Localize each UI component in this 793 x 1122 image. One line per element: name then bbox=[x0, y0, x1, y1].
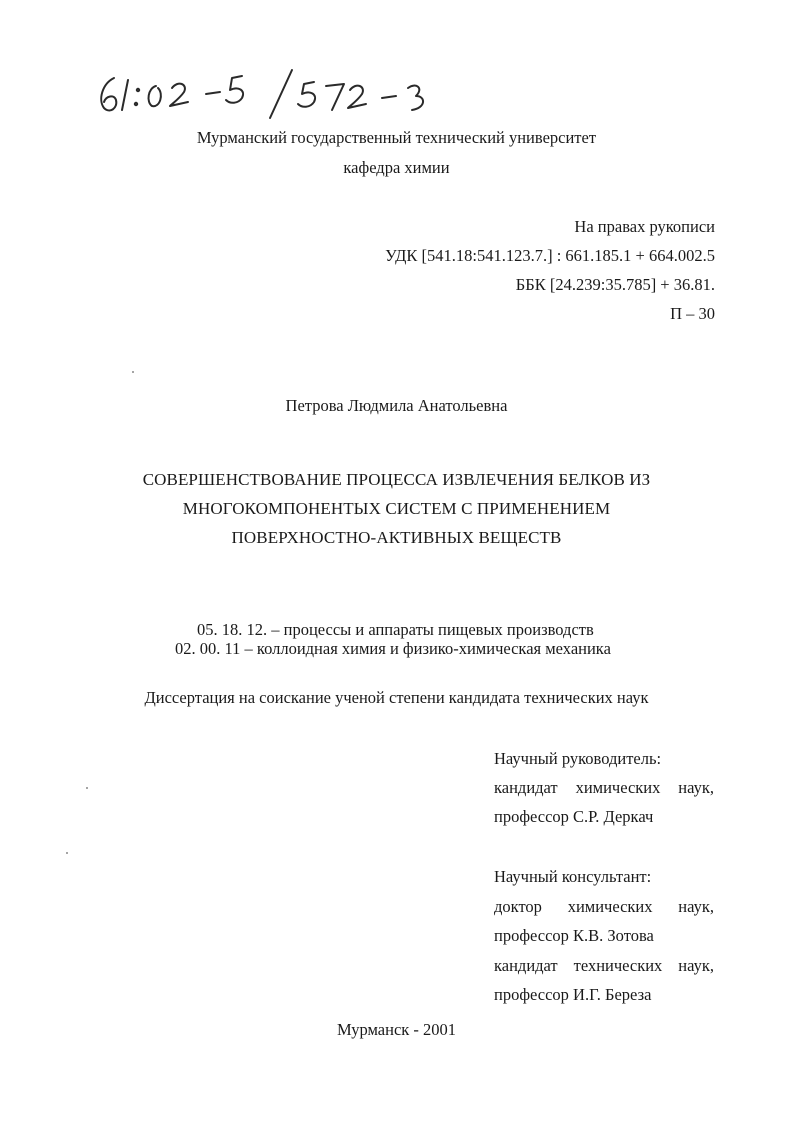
scan-speck bbox=[132, 371, 134, 373]
supervisor-degree bbox=[494, 778, 714, 798]
consultant-name-2: профессор И.Г. Береза bbox=[494, 985, 652, 1004]
specialty-2: 02. 00. 11 – коллоидная химия и физико-химическая механика bbox=[175, 639, 611, 658]
specialty-1: 05. 18. 12. – процессы и аппараты пищевых производств bbox=[197, 620, 594, 639]
handwritten-archive-number bbox=[92, 60, 452, 130]
title-line-3: ПОВЕРХНОСТНО-АКТИВНЫХ ВЕЩЕСТВ bbox=[231, 528, 562, 547]
consultant-degree1-word-3: наук, bbox=[678, 897, 714, 916]
author-sign-code: П – 30 bbox=[670, 304, 715, 323]
scan-speck bbox=[86, 787, 88, 789]
consultant-degree2-word-2: технических bbox=[573, 956, 663, 975]
supervisor-degree-word-2: химических bbox=[575, 778, 661, 797]
supervisor-degree-word-1: кандидат bbox=[494, 778, 558, 797]
consultant-degree2-word-3: наук, bbox=[678, 956, 714, 975]
supervisor-degree-word-3: наук, bbox=[678, 778, 714, 797]
consultant-degree1-word-2: химических bbox=[567, 897, 653, 916]
department-name: кафедра химии bbox=[343, 158, 450, 177]
consultant-degree2-word-1: кандидат bbox=[494, 956, 558, 975]
consultant-degree1-word-1: доктор bbox=[494, 897, 542, 916]
supervisor-heading: Научный руководитель: bbox=[494, 749, 662, 768]
consultant-name-1: профессор К.В. Зотова bbox=[494, 926, 654, 945]
scan-speck bbox=[66, 852, 68, 854]
degree-statement: Диссертация на соискание ученой степени кандидата технических наук bbox=[144, 688, 649, 707]
manuscript-rights: На правах рукописи bbox=[574, 217, 715, 236]
title-line-2: МНОГОКОМПОНЕНТЫХ СИСТЕМ С ПРИМЕНЕНИЕМ bbox=[182, 499, 611, 518]
title-line-1: СОВЕРШЕНСТВОВАНИЕ ПРОЦЕССА ИЗВЛЕЧЕНИЯ БЕЛКОВ ИЗ bbox=[142, 470, 651, 489]
consultant-degree-2 bbox=[494, 956, 714, 976]
consultant-heading: Научный консультант: bbox=[494, 867, 652, 886]
bbk-code: ББК [24.239:35.785] + 36.81. bbox=[515, 275, 715, 294]
university-name: Мурманский государственный технический университет bbox=[196, 128, 597, 147]
city-year: Мурманск - 2001 bbox=[336, 1020, 457, 1039]
author-name: Петрова Людмила Анатольевна bbox=[285, 396, 508, 415]
supervisor-name: профессор С.Р. Деркач bbox=[494, 807, 654, 826]
udk-code: УДК [541.18:541.123.7.] : 661.185.1 + 664.002.5 bbox=[385, 246, 715, 265]
consultant-degree-1 bbox=[494, 897, 714, 917]
